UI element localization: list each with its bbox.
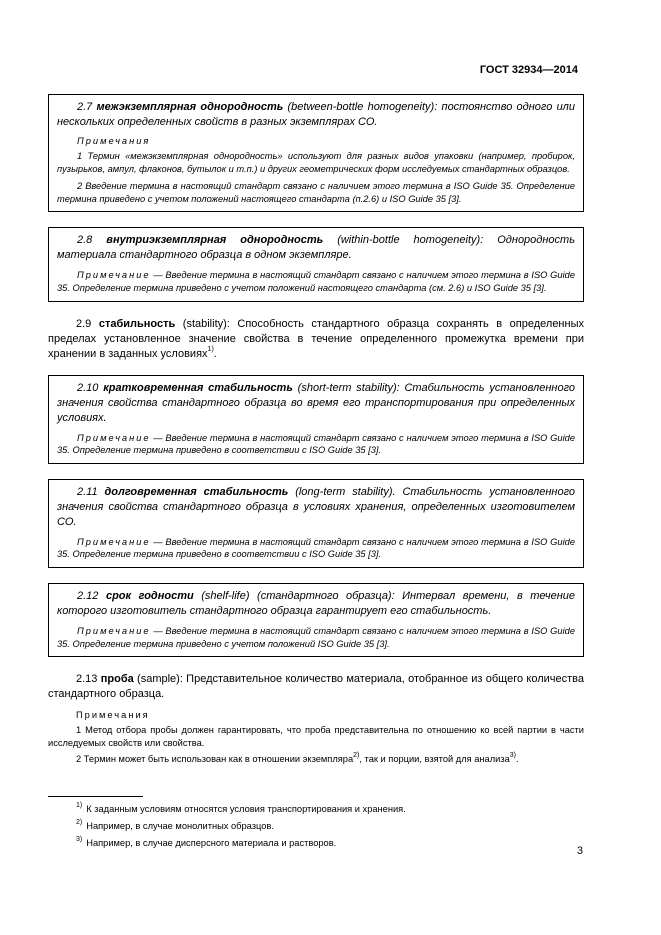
term-text: (long-term stability). Стабильность установленного значения свойства стандартного образца в условиях хранения, определенных изготовителем СО. xyxy=(57,485,575,528)
term-box-2-12 xyxy=(48,583,584,657)
note-text: , так и порции, взятой для анализа xyxy=(359,754,510,765)
footnote-mark: 1) xyxy=(76,801,83,809)
footnote-ref: 1) xyxy=(207,345,214,353)
term-box-2-8 xyxy=(48,227,584,301)
note-label: Примечание xyxy=(77,536,151,547)
footnote-ref: 2) xyxy=(353,752,360,760)
note-text: — Введение термина в настоящий стандарт связано с наличием этого термина в ISO Guide 35. Определение термина приведено с учетом положений ISO Guide 35 [3]. xyxy=(57,625,575,649)
note-text: — Введение термина в настоящий стандарт связано с наличием этого термина в ISO Guide 35. Определение термина приведено в соответствии с ISO Guide 35 [3]. xyxy=(57,536,575,560)
term-2-13 xyxy=(48,672,584,702)
term-definition xyxy=(57,589,575,619)
notes-heading: Примечания xyxy=(76,710,150,721)
footnote xyxy=(76,820,584,832)
term-end: . xyxy=(213,347,217,360)
note-text: . xyxy=(516,754,519,765)
notes-heading: Примечания xyxy=(77,136,151,146)
term-text: (sample): Представительное количество материала, отобранное из общего количества стандартного образца. xyxy=(48,673,584,701)
note-text: 2 Термин может быть использован как в отношении экземпляра xyxy=(76,754,354,765)
footnote-ref: 3) xyxy=(509,752,517,760)
note-1: 1 Метод отбора пробы должен гарантировать, что проба представительна по отношению ко всей партии в части исследуемых свойств или свойства. xyxy=(48,725,584,749)
term-name: проба xyxy=(100,673,134,686)
footnote-text: Например, в случае дисперсного материала и растворов. xyxy=(86,838,337,848)
note xyxy=(57,536,575,561)
term-box-2-11 xyxy=(48,479,584,568)
term-number: 2.10 xyxy=(77,381,99,394)
footnote-mark: 3) xyxy=(76,835,83,843)
term-number: 2.8 xyxy=(77,234,93,247)
footnote-mark: 2) xyxy=(76,818,83,826)
term-number: 2.12 xyxy=(77,589,99,602)
page-content xyxy=(48,94,584,766)
footnote-text: Например, в случае монолитных образцов. xyxy=(86,821,274,831)
note-label: Примечание xyxy=(77,270,151,281)
term-number: 2.9 xyxy=(76,317,92,330)
term-number: 2.13 xyxy=(76,673,98,686)
note-text: — Введение термина в настоящий стандарт связано с наличием этого термина в ISO Guide 35. Определение термина приведено в соответствии с ISO Guide 35 [3]. xyxy=(57,432,575,456)
note-label: Примечание xyxy=(77,625,151,636)
term-text: (within-bottle homogeneity): Однородность материала стандартного образца в одном экземпляре. xyxy=(57,234,575,262)
note-1: 1 Термин «межэкземплярная однородность» используют для разных видов упаковки (например, пробирок, пузырьков, ампул, флаконов, бутылок и т.п.) и других геометрических форм исследуемых стандартных образцов. xyxy=(57,151,575,174)
term-name: долговременная стабильность xyxy=(104,485,289,498)
term-name: срок годности xyxy=(105,589,194,602)
footnote xyxy=(76,803,584,815)
term-definition xyxy=(57,233,575,263)
term-name: внутриэкземплярная однородность xyxy=(106,234,324,247)
footnote-text: К заданным условиям относятся условия транспортирования и хранения. xyxy=(86,804,406,814)
footnote xyxy=(76,837,584,849)
term-number: 2.11 xyxy=(77,485,98,498)
note xyxy=(57,625,575,650)
term-number: 2.7 xyxy=(77,101,93,113)
term-text: (between-bottle homogeneity): постоянство одного или нескольких определенных свойств в разных экземплярах СО. xyxy=(57,101,576,128)
note xyxy=(57,269,575,294)
term-text: (shelf-life) (стандартного образца): Интервал времени, в течение которого изготовитель стандартного образца гарантирует его стабильность. xyxy=(57,589,575,617)
footnotes xyxy=(48,803,584,854)
document-code: ГОСТ 32934—2014 xyxy=(479,64,578,76)
term-box-2-7 xyxy=(48,94,584,212)
term-name: кратковременная стабильность xyxy=(103,381,293,394)
note-2 xyxy=(48,753,584,766)
note xyxy=(57,432,575,457)
term-definition xyxy=(57,381,575,426)
note-text: — Введение термина в настоящий стандарт связано с наличием этого термина в ISO Guide 35. Определение термина приведено с учетом положений настоящего стандарта (см. 2.6) и ISO Guide 35 [3]. xyxy=(57,270,575,293)
page-number: 3 xyxy=(576,845,583,857)
term-name: стабильность xyxy=(98,317,176,330)
term-definition xyxy=(57,485,575,530)
term-name: межэкземплярная однородность xyxy=(96,101,284,113)
note-label: Примечание xyxy=(77,432,151,443)
term-box-2-10 xyxy=(48,375,584,464)
term-text: (short-term stability): Стабильность установленного значения свойства стандартного образца во время его транспортирования при определенных условиях. xyxy=(57,381,575,424)
term-2-9 xyxy=(48,317,584,362)
term-text: (stability): Способность стандартного образца сохранять в определенных пределах установленное значение свойства в течение определенного промежутка времени при хранении в заданных условиях xyxy=(48,317,584,360)
footnote-separator xyxy=(48,796,143,797)
note-2: 2 Введение термина в настоящий стандарт связано с наличием этого термина в ISO Guide 35. Определение термина приведено с учетом положений настоящего стандарта (п.2.6) и ISO Guide 35 [3]. xyxy=(57,181,575,204)
term-definition xyxy=(57,100,575,130)
